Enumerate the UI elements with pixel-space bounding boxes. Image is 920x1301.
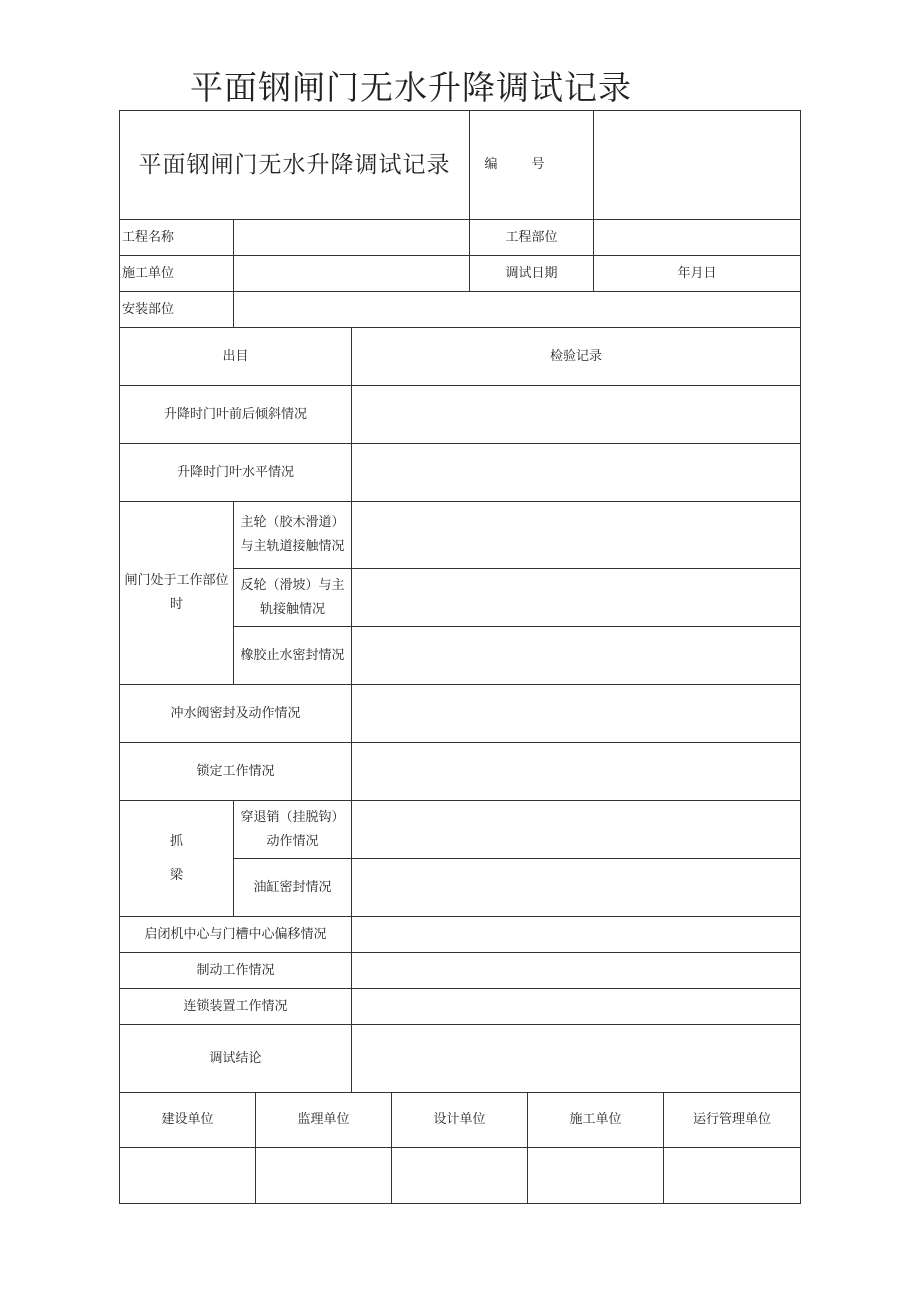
grab-beam-char-1: 抓 <box>169 833 183 849</box>
project-name-field[interactable] <box>233 219 470 256</box>
code-value-field[interactable] <box>593 110 801 220</box>
signoff-supervisor-label: 监理单位 <box>255 1092 392 1148</box>
item-counter-wheel: 反轮（滑坡）与主轨接触情况 <box>233 568 352 627</box>
signoff-contractor-label: 施工单位 <box>527 1092 664 1148</box>
install-part-label: 安装部位 <box>119 291 234 328</box>
item-column-header: 出目 <box>119 327 352 386</box>
item-brake: 制动工作情况 <box>119 952 352 989</box>
record-cylinder[interactable] <box>351 858 801 917</box>
record-form <box>119 110 801 1204</box>
page-title: 平面钢闸门无水升降调试记录 <box>190 68 632 107</box>
contractor-label: 施工单位 <box>119 255 234 292</box>
signoff-supervisor-field[interactable] <box>255 1147 392 1204</box>
item-tilt: 升降时门叶前后倾斜情况 <box>119 385 352 444</box>
code-label: 编号 <box>469 110 594 220</box>
record-pin[interactable] <box>351 800 801 859</box>
item-cylinder: 油缸密封情况 <box>233 858 352 917</box>
form-header-title: 平面钢闸门无水升降调试记录 <box>119 110 470 220</box>
install-part-field[interactable] <box>233 291 801 328</box>
signoff-operator-field[interactable] <box>663 1147 801 1204</box>
project-part-label: 工程部位 <box>469 219 594 256</box>
item-conclusion: 调试结论 <box>119 1024 352 1093</box>
item-group-grab-beam <box>119 800 234 917</box>
record-interlock[interactable] <box>351 988 801 1025</box>
item-main-wheel: 主轮（胶木滑道）与主轨道接触情况 <box>233 501 352 569</box>
record-lock[interactable] <box>351 742 801 801</box>
signoff-operator-label: 运行管理单位 <box>663 1092 801 1148</box>
item-level: 升降时门叶水平情况 <box>119 443 352 502</box>
record-brake[interactable] <box>351 952 801 989</box>
signoff-designer-label: 设计单位 <box>391 1092 528 1148</box>
record-column-header: 检验记录 <box>351 327 801 386</box>
record-tilt[interactable] <box>351 385 801 444</box>
grab-beam-char-2: 梁 <box>169 867 183 883</box>
project-name-label: 工程名称 <box>119 219 234 256</box>
test-date-field[interactable]: 年月日 <box>593 255 801 292</box>
item-group-working-position: 闸门处于工作部位时 <box>119 501 234 685</box>
signoff-contractor-field[interactable] <box>527 1147 664 1204</box>
item-hoist-offset: 启闭机中心与门槽中心偏移情况 <box>119 916 352 953</box>
test-date-label: 调试日期 <box>469 255 594 292</box>
signoff-owner-label: 建设单位 <box>119 1092 256 1148</box>
project-part-field[interactable] <box>593 219 801 256</box>
signoff-designer-field[interactable] <box>391 1147 528 1204</box>
record-rubber-seal[interactable] <box>351 626 801 685</box>
record-conclusion[interactable] <box>351 1024 801 1093</box>
signoff-owner-field[interactable] <box>119 1147 256 1204</box>
contractor-field[interactable] <box>233 255 470 292</box>
item-pin: 穿退销（挂脱钩）动作情况 <box>233 800 352 859</box>
record-counter-wheel[interactable] <box>351 568 801 627</box>
record-hoist-offset[interactable] <box>351 916 801 953</box>
record-main-wheel[interactable] <box>351 501 801 569</box>
item-flush-valve: 冲水阀密封及动作情况 <box>119 684 352 743</box>
record-level[interactable] <box>351 443 801 502</box>
item-lock: 锁定工作情况 <box>119 742 352 801</box>
record-flush-valve[interactable] <box>351 684 801 743</box>
item-interlock: 连锁装置工作情况 <box>119 988 352 1025</box>
item-rubber-seal: 橡胶止水密封情况 <box>233 626 352 685</box>
